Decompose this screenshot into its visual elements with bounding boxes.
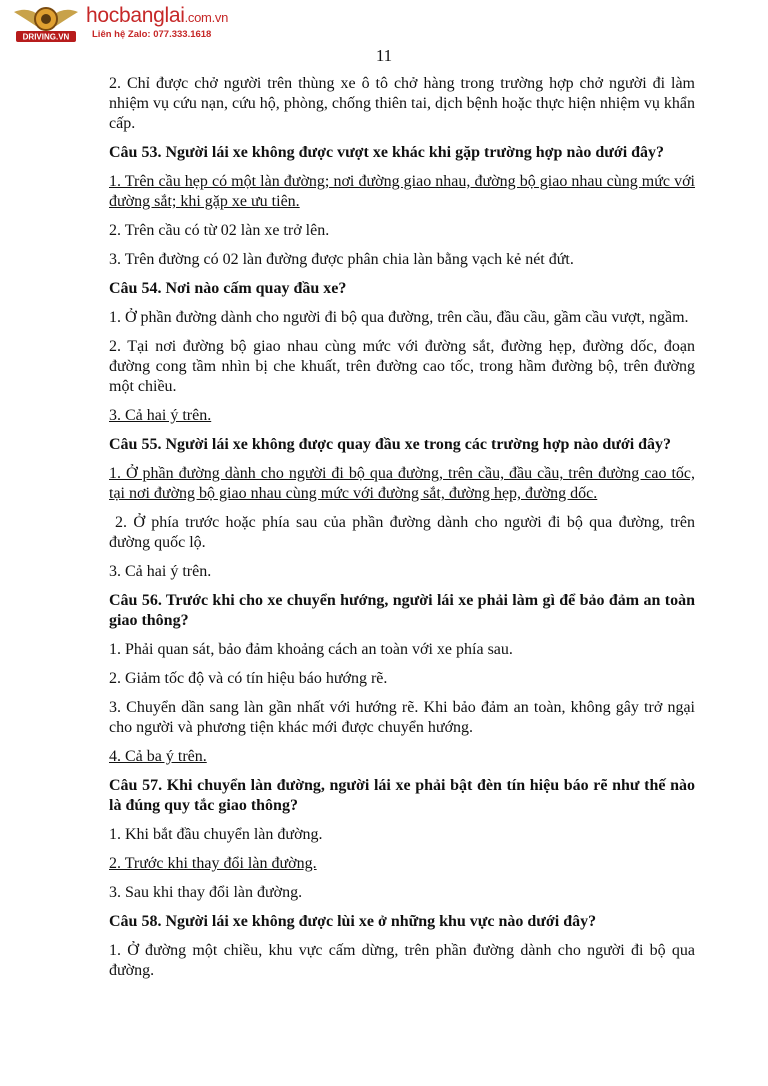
answer-option: 3. Trên đường có 02 làn đường được phân chia làn bằng vạch kẻ nét đứt. [109, 251, 574, 268]
answer-option: 3. Sau khi thay đổi làn đường. [109, 884, 303, 901]
answer-option-correct: 1. Trên cầu hẹp có một làn đường; nơi đường giao nhau, đường bộ giao nhau cùng mức với đường sắt; khi gặp xe ưu tiên. [109, 173, 695, 210]
answer-option: 3. Chuyển dần sang làn gần nhất với hướng rẽ. Khi bảo đảm an toàn, không gây trở ngại cho người và phương tiện khác mới được chuyển hướng. [109, 699, 695, 736]
question-57: Câu 57. Khi chuyển làn đường, người lái xe phải bật đèn tín hiệu báo rẽ như thế nào là đúng quy tắc giao thông? [109, 777, 695, 814]
answer-option: 1. Phải quan sát, bảo đảm khoảng cách an toàn với xe phía sau. [109, 641, 513, 658]
answer-option: 1. Ở đường một chiều, khu vực cấm dừng, trên phần đường dành cho người đi bộ qua đường. [109, 942, 695, 979]
question-53: Câu 53. Người lái xe không được vượt xe khác khi gặp trường hợp nào dưới đây? [109, 144, 665, 161]
svg-text:DRIVING.VN: DRIVING.VN [22, 32, 70, 42]
answer-option-correct: 4. Cả ba ý trên. [109, 748, 207, 765]
answer-option: 1. Ở phần đường dành cho người đi bộ qua đường, trên cầu, đầu cầu, gầm cầu vượt, ngầm. [109, 309, 689, 326]
answer-option: 2. Trên cầu có từ 02 làn xe trở lên. [109, 222, 330, 239]
answer-option: 1. Khi bắt đầu chuyển làn đường. [109, 826, 323, 843]
answer-option: 2. Tại nơi đường bộ giao nhau cùng mức với đường sắt, đường hẹp, đường dốc, đoạn đường cong tầm nhìn bị che khuất, trên đường cao tốc, trong hầm đường bộ, trên đường một chiều. [109, 338, 695, 395]
answer-option: 3. Cả hai ý trên. [109, 563, 212, 580]
answer-option: 2. Chỉ được chở người trên thùng xe ô tô chở hàng trong trường hợp chở người đi làm nhiệm vụ cứu nạn, cứu hộ, phòng, chống thiên tai, dịch bệnh hoặc thực hiện nhiệm vụ khẩn cấp. [109, 75, 695, 132]
answer-option-correct: 3. Cả hai ý trên. [109, 407, 212, 424]
question-54: Câu 54. Nơi nào cấm quay đầu xe? [109, 280, 347, 297]
answer-option: 2. Ở phía trước hoặc phía sau của phần đường dành cho người đi bộ qua đường, trên đường quốc lộ. [109, 514, 695, 551]
contact-zalo: Liên hệ Zalo: 077.333.1618 [92, 29, 212, 40]
page-number: 11 [375, 46, 393, 65]
answer-option-correct: 1. Ở phần đường dành cho người đi bộ qua đường, trên cầu, đầu cầu, trên đường cao tốc, tại nơi đường bộ giao nhau cùng mức với đường sắt, đường hẹp, đường dốc. [109, 465, 695, 502]
question-55: Câu 55. Người lái xe không được quay đầu xe trong các trường hợp nào dưới đây? [109, 436, 672, 453]
driving-emblem-icon [10, 4, 82, 44]
document-body [109, 74, 695, 981]
site-logo[interactable] [10, 4, 230, 44]
question-58: Câu 58. Người lái xe không được lùi xe ở những khu vực nào dưới đây? [109, 913, 597, 930]
answer-option-correct: 2. Trước khi thay đổi làn đường. [109, 855, 317, 872]
answer-option: 2. Giảm tốc độ và có tín hiệu báo hướng rẽ. [109, 670, 388, 687]
site-name: hocbanglai.com.vn [86, 4, 229, 27]
question-56: Câu 56. Trước khi cho xe chuyển hướng, người lái xe phải làm gì để bảo đảm an toàn giao thông? [109, 592, 695, 629]
